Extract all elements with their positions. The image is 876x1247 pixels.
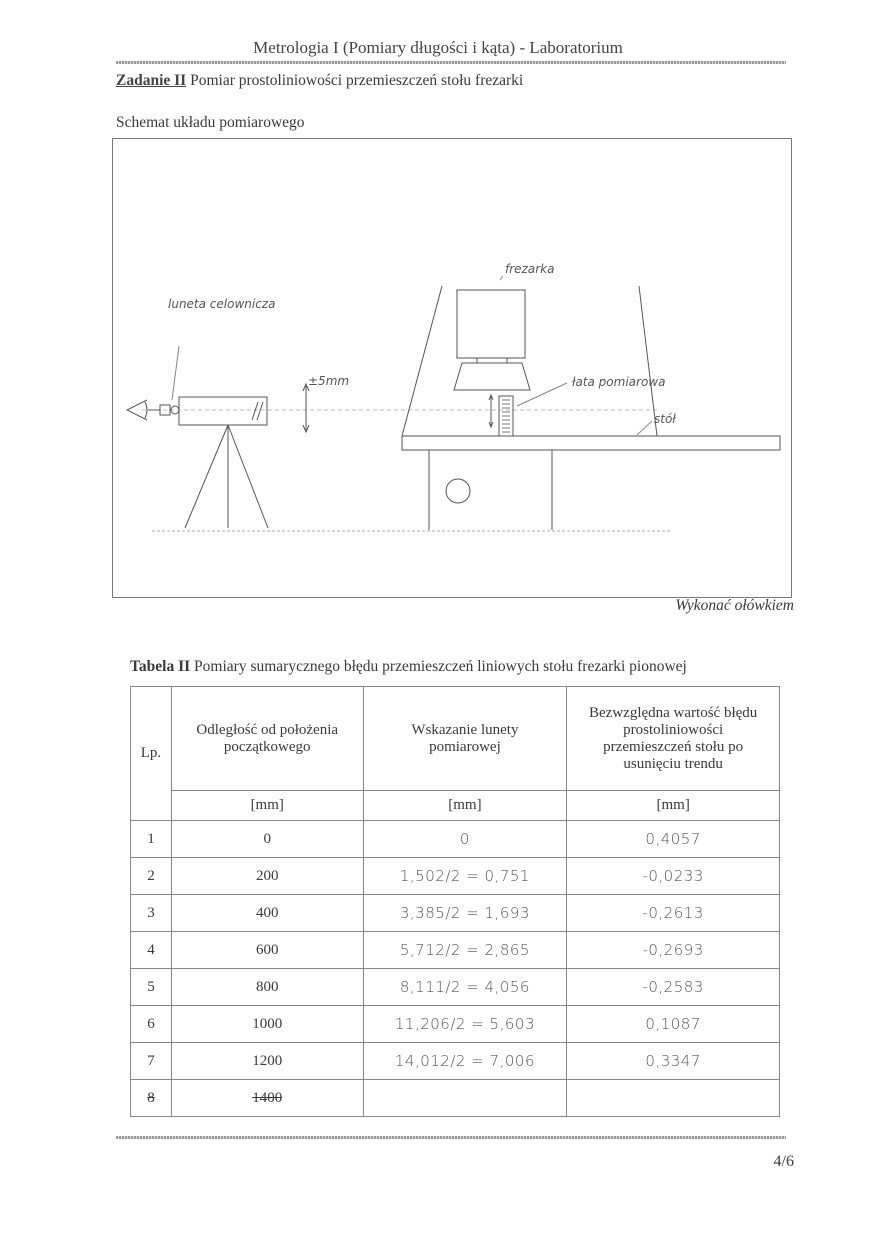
cell-error: -0,2693 xyxy=(567,932,780,969)
tripod-leg xyxy=(228,425,268,528)
cell-error: -0,2613 xyxy=(567,895,780,932)
cell-lp: 5 xyxy=(131,969,172,1006)
cell-reading: 5,712/2 = 2,865 xyxy=(363,932,567,969)
header-divider xyxy=(116,61,786,64)
header-error: Bezwzględna wartość błędu prostoliniowości przemieszczeń stołu po usunięciu trendu xyxy=(567,687,780,791)
table-row xyxy=(131,895,780,932)
pencil-note: Wykonać ołówkiem xyxy=(675,597,794,614)
cell-error: 0,3347 xyxy=(567,1043,780,1080)
header-distance: Odległość od położenia początkowego xyxy=(171,687,363,791)
table-row xyxy=(131,1006,780,1043)
table-row xyxy=(131,858,780,895)
table-caption-label: Tabela II xyxy=(130,658,191,675)
cell-lp: 2 xyxy=(131,858,172,895)
tripod-leg xyxy=(185,425,228,528)
cell-error: -0,0233 xyxy=(567,858,780,895)
measurement-table xyxy=(130,686,780,1117)
cell-reading: 1,502/2 = 0,751 xyxy=(363,858,567,895)
cell-lp: 4 xyxy=(131,932,172,969)
header-lp: Lp. xyxy=(131,687,172,821)
schema-label: Schemat układu pomiarowego xyxy=(116,114,305,131)
cell-distance: 1200 xyxy=(171,1043,363,1080)
cell-distance: 600 xyxy=(171,932,363,969)
table-row xyxy=(131,1043,780,1080)
cell-lp: 3 xyxy=(131,895,172,932)
table-caption-text: Pomiary sumarycznego błędu przemieszczeń liniowych stołu frezarki pionowej xyxy=(194,658,687,675)
cell-error xyxy=(567,1080,780,1117)
cell-distance: 1400 xyxy=(171,1080,363,1117)
table-units-row xyxy=(131,791,780,821)
cell-reading: 8,111/2 = 4,056 xyxy=(363,969,567,1006)
spindle-housing xyxy=(454,363,530,390)
cell-distance: 400 xyxy=(171,895,363,932)
cell-lp: 6 xyxy=(131,1006,172,1043)
table-row xyxy=(131,1080,780,1117)
footer-divider xyxy=(116,1136,786,1139)
cell-lp: 8 xyxy=(131,1080,172,1117)
machine-head xyxy=(457,290,525,358)
cell-error: -0,2583 xyxy=(567,969,780,1006)
machine-annotation: frezarka xyxy=(505,262,555,276)
cell-error: 0,1087 xyxy=(567,1006,780,1043)
unit-distance: [mm] xyxy=(171,791,363,821)
header-reading: Wskazanie lunety pomiarowej xyxy=(363,687,567,791)
page-header-title: Metrologia I (Pomiary długości i kąta) - Laboratorium xyxy=(253,38,623,57)
cell-lp: 7 xyxy=(131,1043,172,1080)
cell-lp: 1 xyxy=(131,821,172,858)
cell-distance: 1000 xyxy=(171,1006,363,1043)
cell-reading: 11,206/2 = 5,603 xyxy=(363,1006,567,1043)
cell-error: 0,4057 xyxy=(567,821,780,858)
cell-reading: 3,385/2 = 1,693 xyxy=(363,895,567,932)
table-annotation: stół xyxy=(654,412,676,426)
unit-error: [mm] xyxy=(567,791,780,821)
range-annotation: ±5mm xyxy=(308,374,350,388)
table-caption xyxy=(130,658,687,676)
telescope-annotation: luneta celownicza xyxy=(168,297,276,311)
measurement-setup-diagram xyxy=(112,138,792,598)
telescope-body xyxy=(179,397,267,425)
scale-annotation: łata pomiarowa xyxy=(572,375,666,389)
cell-reading: 0 xyxy=(363,821,567,858)
task-label: Zadanie II xyxy=(116,72,187,89)
handwheel xyxy=(446,479,470,503)
table-row xyxy=(131,821,780,858)
table-row xyxy=(131,969,780,1006)
table-row xyxy=(131,932,780,969)
page-number: 4/6 xyxy=(773,1153,794,1170)
cell-distance: 0 xyxy=(171,821,363,858)
machine-column-left xyxy=(402,286,442,436)
cell-distance: 800 xyxy=(171,969,363,1006)
cell-distance: 200 xyxy=(171,858,363,895)
unit-reading: [mm] xyxy=(363,791,567,821)
task-title: Pomiar prostoliniowości przemieszczeń stołu frezarki xyxy=(190,72,524,89)
cell-reading xyxy=(363,1080,567,1117)
task-heading xyxy=(116,72,523,90)
cell-reading: 14,012/2 = 7,006 xyxy=(363,1043,567,1080)
machine-table xyxy=(402,436,780,450)
table-header-row xyxy=(131,687,780,791)
